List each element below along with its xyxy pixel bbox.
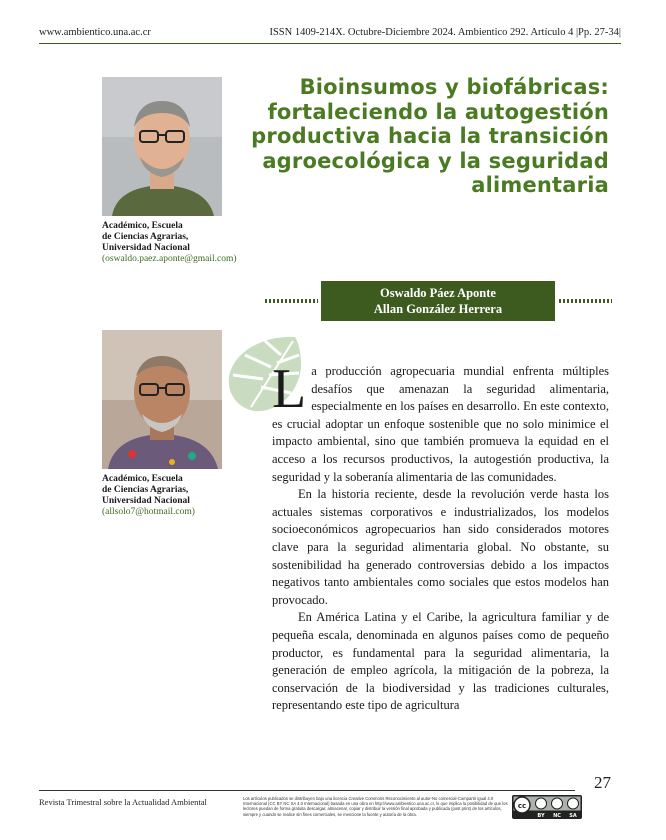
author-photo-2 bbox=[102, 330, 222, 469]
affiliation-line: Universidad Nacional bbox=[102, 496, 190, 506]
body-paragraph: En la historia reciente, desde la revolución verde hasta los actuales sistemas corporativos e industrializados, los modelos socioeconómicos agropecuarios han sido considerados motores clave para la seguridad alimentaria global. No obstante, su sostenibilidad ha generado controversias debido a los impactos negativos tanto ambientales como sociales que estos modelos han provocado. bbox=[272, 487, 609, 607]
footer-divider bbox=[39, 790, 575, 791]
page-number: 27 bbox=[594, 773, 611, 792]
paragraph-text: a producción agropecuaria mundial enfrenta múltiples desafíos que amenazan la seguridad alimentaria, especialmente en los países en desarrollo. En este contexto, es crucial adoptar un enfoque sostenible que no solo minimice el impacto ambiental, sino que también promueva la equidad en el acceso a los recursos productivos, la autogestión productiva, la seguridad y la soberanía alimentaria de las comunidades. bbox=[272, 364, 609, 484]
cc-term: SA bbox=[569, 813, 577, 819]
journal-name: Revista Trimestral sobre la Actualidad Ambiental bbox=[39, 797, 207, 807]
header-divider bbox=[39, 43, 621, 44]
article-title: Bioinsumos y biofábricas: fortaleciendo la autogestión productiva hacia la transición agroecológica y la seguridad alimentaria bbox=[251, 75, 609, 197]
author-affiliation-2 bbox=[102, 474, 242, 518]
website-url: www.ambientico.una.ac.cr bbox=[39, 27, 151, 38]
cc-term: NC bbox=[553, 813, 561, 819]
svg-text:cc: cc bbox=[517, 802, 527, 810]
author-name-1: Oswaldo Páez Aponte bbox=[380, 286, 496, 300]
author-photo-1 bbox=[102, 77, 222, 216]
authors-band bbox=[321, 281, 555, 321]
author-email-2[interactable]: (allsolo7@hotmail.com) bbox=[102, 507, 195, 517]
cc-term: BY bbox=[537, 813, 545, 819]
author-affiliation-1 bbox=[102, 221, 242, 265]
affiliation-line: de Ciencias Agrarias, bbox=[102, 485, 189, 495]
article-body bbox=[272, 358, 609, 715]
affiliation-line: Académico, Escuela bbox=[102, 474, 183, 484]
creative-commons-badge-icon[interactable] bbox=[512, 795, 582, 819]
issue-citation: ISSN 1409-214X. Octubre-Diciembre 2024. Ambientico 292. Artículo 4 |Pp. 27-34| bbox=[269, 27, 621, 38]
affiliation-line: Universidad Nacional bbox=[102, 243, 190, 253]
drop-cap: L bbox=[272, 358, 307, 420]
body-paragraph: En América Latina y el Caribe, la agricultura familiar y de pequeña escala, denominada en algunos países como de pequeño productor, es fundamental para la seguridad alimentaria, la generación de empleo agrícola, la mitigación de la pobreza, la conservación de la biodiversidad y las tradiciones culturales, representando este tipo de agricultura bbox=[272, 610, 609, 713]
license-notice: Los artículos publicados se distribuyen bajo una licencia Creative Commons Reconocimiento al autor-No comercial-Compartir igual 4.0 Internacional (CC BY NC SA 4.0 Internacional) basada en una obra en http://www.ambientico.una.ac.cr, lo que implica la posibilidad de que los lectores puedan de forma gratuita descargar, almacenar, copiar y distribuir la versión final aprobada y publicada (post print) de los artículos, siempre y cuando se realice sin fines comerciales, se mencione la fuente y autoría de la obra. bbox=[243, 796, 508, 817]
dotted-rule-left bbox=[264, 298, 318, 304]
affiliation-line: Académico, Escuela bbox=[102, 221, 183, 231]
affiliation-line: de Ciencias Agrarias, bbox=[102, 232, 189, 242]
author-name-2: Allan González Herrera bbox=[373, 302, 503, 316]
author-email-1[interactable]: (oswaldo.paez.aponte@gmail.com) bbox=[102, 254, 237, 264]
dotted-rule-right bbox=[558, 298, 612, 304]
body-paragraph bbox=[272, 358, 609, 486]
